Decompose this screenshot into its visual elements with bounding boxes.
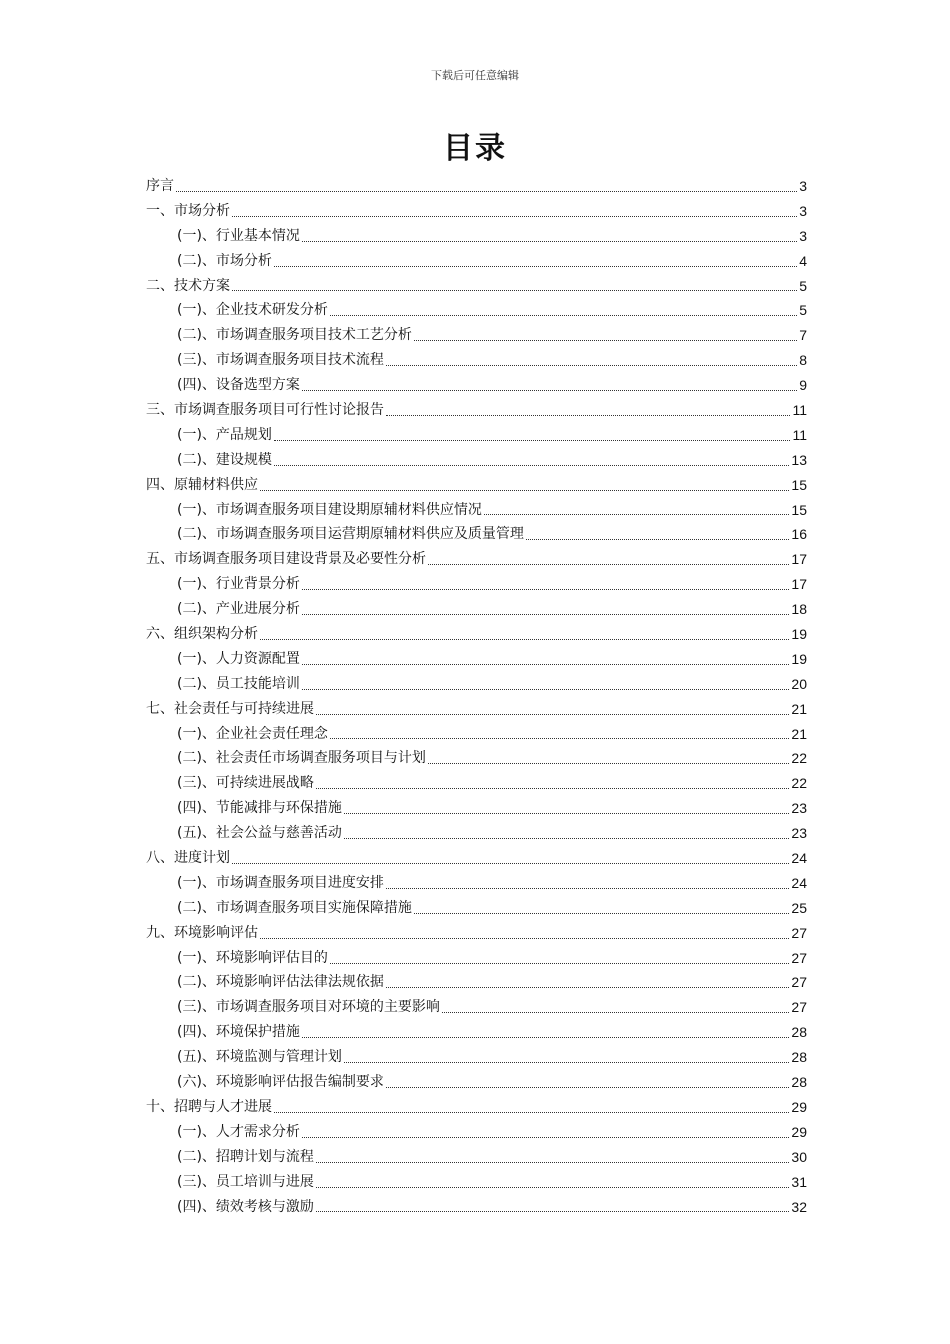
toc-entry-page-number: 29 [791, 1123, 807, 1140]
toc-entry[interactable] [146, 946, 807, 971]
toc-entry-label: (四)、节能减排与环保措施 [177, 800, 342, 817]
toc-dot-leader [386, 415, 790, 416]
toc-entry-label: (一)、市场调查服务项目进度安排 [177, 874, 384, 891]
toc-entry[interactable] [146, 249, 807, 274]
toc-entry[interactable] [146, 995, 807, 1020]
toc-dot-leader [176, 191, 797, 192]
toc-dot-leader [274, 440, 791, 441]
toc-entry-label: (二)、市场调查服务项目实施保障措施 [177, 899, 412, 916]
toc-entry-label: (五)、社会公益与慈善活动 [177, 825, 342, 842]
toc-entry[interactable] [146, 498, 807, 523]
toc-entry-page-number: 3 [799, 202, 807, 219]
toc-entry-page-number: 5 [799, 277, 807, 294]
toc-entry-page-number: 3 [799, 177, 807, 194]
toc-entry[interactable] [146, 1070, 807, 1095]
toc-entry-page-number: 27 [791, 924, 807, 941]
toc-entry-page-number: 24 [791, 874, 807, 891]
toc-entry-page-number: 29 [791, 1098, 807, 1115]
toc-entry[interactable] [146, 921, 807, 946]
toc-entry[interactable] [146, 174, 807, 199]
toc-dot-leader [302, 241, 797, 242]
toc-entry-label: 四、原辅材料供应 [146, 476, 258, 493]
toc-entry[interactable] [146, 722, 807, 747]
toc-entry[interactable] [146, 622, 807, 647]
toc-entry[interactable] [146, 771, 807, 796]
toc-dot-leader [330, 315, 797, 316]
toc-entry-label: (三)、市场调查服务项目对环境的主要影响 [177, 999, 440, 1016]
toc-dot-leader [330, 963, 789, 964]
toc-entry-label: (二)、市场调查服务项目运营期原辅材料供应及质量管理 [177, 526, 524, 543]
toc-dot-leader [274, 266, 797, 267]
toc-dot-leader [302, 1037, 789, 1038]
toc-entry-page-number: 17 [791, 551, 807, 568]
toc-dot-leader [232, 290, 797, 291]
toc-entry-label: (一)、行业背景分析 [177, 576, 300, 593]
toc-dot-leader [232, 863, 789, 864]
toc-entry-page-number: 19 [791, 650, 807, 667]
toc-dot-leader [386, 365, 797, 366]
toc-entry[interactable] [146, 697, 807, 722]
toc-entry-label: (一)、企业社会责任理念 [177, 725, 328, 742]
toc-dot-leader [330, 738, 789, 739]
toc-entry-page-number: 28 [791, 1074, 807, 1091]
toc-entry-page-number: 19 [791, 626, 807, 643]
toc-entry-label: 六、组织架构分析 [146, 626, 258, 643]
toc-dot-leader [414, 340, 797, 341]
toc-entry[interactable] [146, 1120, 807, 1145]
toc-entry-label: 七、社会责任与可持续进展 [146, 700, 314, 717]
toc-entry-page-number: 21 [791, 725, 807, 742]
toc-entry-page-number: 23 [791, 825, 807, 842]
toc-entry-page-number: 15 [791, 501, 807, 518]
toc-entry-label: 五、市场调查服务项目建设背景及必要性分析 [146, 551, 426, 568]
toc-entry[interactable] [146, 348, 807, 373]
toc-entry-label: (三)、市场调查服务项目技术流程 [177, 352, 384, 369]
toc-entry-label: (二)、市场调查服务项目技术工艺分析 [177, 327, 412, 344]
toc-entry[interactable] [146, 398, 807, 423]
toc-entry-page-number: 8 [799, 352, 807, 369]
toc-entry-label: (二)、招聘计划与流程 [177, 1148, 314, 1165]
toc-dot-leader [302, 589, 789, 590]
toc-dot-leader [316, 1162, 789, 1163]
toc-entry-page-number: 31 [791, 1173, 807, 1190]
toc-entry-page-number: 11 [792, 426, 807, 443]
toc-entry-label: 一、市场分析 [146, 202, 230, 219]
toc-entry-label: (一)、人力资源配置 [177, 650, 300, 667]
toc-entry-page-number: 24 [791, 850, 807, 867]
toc-entry[interactable] [146, 1170, 807, 1195]
toc-entry-page-number: 22 [791, 775, 807, 792]
toc-dot-leader [302, 664, 789, 665]
table-of-contents [146, 174, 807, 1219]
toc-dot-leader [260, 639, 789, 640]
toc-dot-leader [526, 539, 789, 540]
toc-entry[interactable] [146, 896, 807, 921]
toc-entry-label: (四)、环境保护措施 [177, 1024, 300, 1041]
toc-entry[interactable] [146, 522, 807, 547]
toc-entry-label: (一)、人才需求分析 [177, 1123, 300, 1140]
toc-entry-label: (三)、可持续进展战略 [177, 775, 314, 792]
header-note: 下载后可任意编辑 [431, 69, 519, 82]
toc-entry[interactable] [146, 846, 807, 871]
toc-entry-label: (一)、企业技术研发分析 [177, 302, 328, 319]
toc-entry[interactable] [146, 473, 807, 498]
toc-entry[interactable] [146, 373, 807, 398]
toc-entry-page-number: 15 [791, 476, 807, 493]
toc-entry-label: (二)、环境影响评估法律法规依据 [177, 974, 384, 991]
toc-dot-leader [302, 390, 797, 391]
toc-dot-leader [260, 938, 789, 939]
toc-entry[interactable] [146, 274, 807, 299]
toc-entry-page-number: 4 [799, 252, 807, 269]
toc-entry-label: (一)、环境影响评估目的 [177, 949, 328, 966]
toc-entry-label: (二)、建设规模 [177, 451, 272, 468]
toc-dot-leader [316, 1187, 789, 1188]
toc-entry[interactable] [146, 821, 807, 846]
toc-entry[interactable] [146, 448, 807, 473]
toc-entry-label: (六)、环境影响评估报告编制要求 [177, 1074, 384, 1091]
toc-entry[interactable] [146, 971, 807, 996]
toc-entry-page-number: 20 [791, 675, 807, 692]
toc-dot-leader [344, 813, 789, 814]
toc-entry[interactable] [146, 1045, 807, 1070]
toc-entry-label: (四)、绩效考核与激励 [177, 1198, 314, 1215]
toc-entry-page-number: 17 [791, 576, 807, 593]
toc-entry-label: (二)、社会责任市场调查服务项目与计划 [177, 750, 426, 767]
toc-dot-leader [344, 838, 789, 839]
toc-entry-label: (一)、市场调查服务项目建设期原辅材料供应情况 [177, 501, 482, 518]
toc-entry-label: (四)、设备选型方案 [177, 377, 300, 394]
toc-dot-leader [484, 514, 789, 515]
toc-entry[interactable] [146, 796, 807, 821]
toc-title: 目录 [443, 131, 507, 166]
toc-entry-page-number: 27 [791, 999, 807, 1016]
toc-entry-page-number: 30 [791, 1148, 807, 1165]
toc-dot-leader [386, 987, 789, 988]
toc-entry-page-number: 11 [792, 402, 807, 418]
toc-entry-label: 九、环境影响评估 [146, 924, 258, 941]
toc-entry-page-number: 9 [799, 377, 807, 394]
toc-entry-label: 序言 [146, 177, 174, 194]
toc-entry[interactable] [146, 1095, 807, 1120]
toc-entry-label: (三)、员工培训与进展 [177, 1173, 314, 1190]
toc-entry-page-number: 23 [791, 800, 807, 817]
toc-dot-leader [302, 689, 789, 690]
toc-entry-label: (一)、行业基本情况 [177, 227, 300, 244]
toc-entry-label: (二)、市场分析 [177, 252, 272, 269]
toc-dot-leader [302, 614, 789, 615]
toc-entry-page-number: 22 [791, 750, 807, 767]
toc-dot-leader [316, 1211, 789, 1212]
toc-entry-page-number: 28 [791, 1024, 807, 1041]
toc-dot-leader [274, 1112, 789, 1113]
toc-entry-page-number: 5 [799, 302, 807, 319]
toc-entry-page-number: 16 [791, 526, 807, 543]
toc-entry-page-number: 21 [791, 700, 807, 717]
toc-dot-leader [302, 1137, 789, 1138]
toc-entry[interactable] [146, 672, 807, 697]
toc-entry-label: (二)、员工技能培训 [177, 675, 300, 692]
toc-entry-page-number: 27 [791, 949, 807, 966]
toc-dot-leader [232, 216, 797, 217]
toc-entry-page-number: 27 [791, 974, 807, 991]
toc-entry[interactable] [146, 1020, 807, 1045]
toc-entry-label: (一)、产品规划 [177, 426, 272, 443]
toc-entry-page-number: 32 [791, 1198, 807, 1215]
toc-dot-leader [316, 714, 789, 715]
toc-entry-page-number: 28 [791, 1049, 807, 1066]
toc-entry[interactable] [146, 547, 807, 572]
toc-entry[interactable] [146, 1145, 807, 1170]
toc-entry-label: 十、招聘与人才进展 [146, 1098, 272, 1115]
toc-entry[interactable] [146, 298, 807, 323]
toc-dot-leader [344, 1062, 789, 1063]
toc-dot-leader [316, 788, 789, 789]
toc-entry[interactable] [146, 746, 807, 771]
toc-dot-leader [414, 913, 789, 914]
toc-entry-label: (五)、环境监测与管理计划 [177, 1049, 342, 1066]
toc-entry[interactable] [146, 871, 807, 896]
toc-entry-label: (二)、产业进展分析 [177, 601, 300, 618]
toc-entry-page-number: 13 [791, 451, 807, 468]
toc-entry[interactable] [146, 647, 807, 672]
toc-entry[interactable] [146, 597, 807, 622]
toc-dot-leader [260, 490, 789, 491]
toc-dot-leader [428, 763, 789, 764]
toc-entry-page-number: 18 [791, 601, 807, 618]
toc-entry[interactable] [146, 224, 807, 249]
toc-entry-page-number: 7 [799, 327, 807, 344]
toc-entry[interactable] [146, 572, 807, 597]
toc-entry-label: 二、技术方案 [146, 277, 230, 294]
toc-dot-leader [386, 1087, 789, 1088]
toc-dot-leader [386, 888, 789, 889]
toc-entry[interactable] [146, 1195, 807, 1220]
toc-dot-leader [442, 1012, 789, 1013]
toc-entry-page-number: 25 [791, 899, 807, 916]
toc-entry[interactable] [146, 199, 807, 224]
toc-dot-leader [274, 465, 789, 466]
toc-entry[interactable] [146, 423, 807, 448]
toc-dot-leader [428, 564, 789, 565]
toc-entry[interactable] [146, 323, 807, 348]
toc-entry-page-number: 3 [799, 227, 807, 244]
toc-entry-label: 八、进度计划 [146, 850, 230, 867]
toc-entry-label: 三、市场调查服务项目可行性讨论报告 [146, 402, 384, 418]
